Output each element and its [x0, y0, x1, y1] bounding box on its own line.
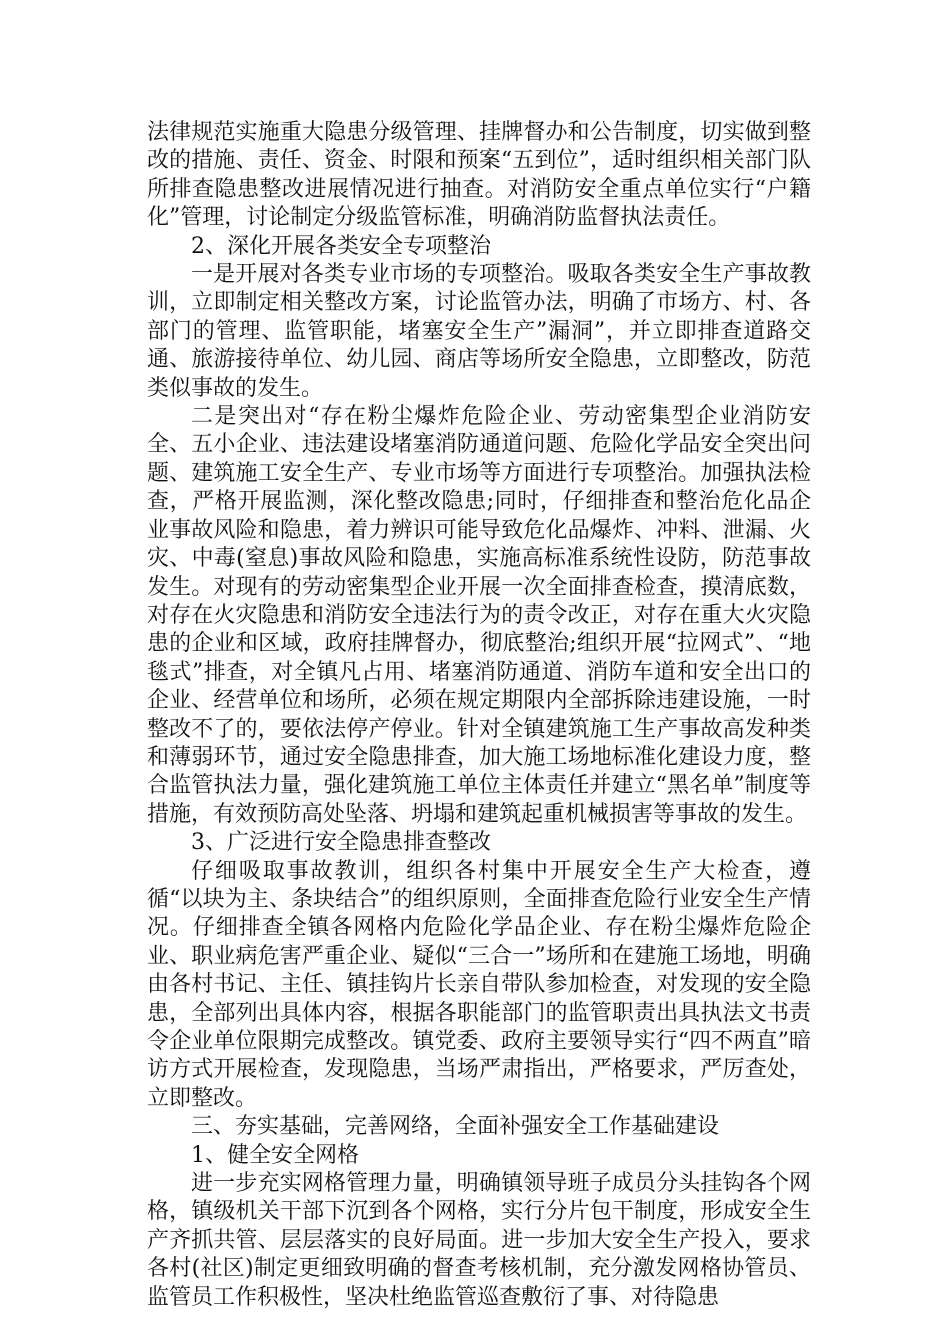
- chapter-heading-3: 三、夯实基础，完善网络，全面补强安全工作基础建设: [191, 1114, 720, 1140]
- paragraph-focus-rectification: 二是突出对“存在粉尘爆炸危险企业、劳动密集型企业消防安全、五小企业、违法建设堵塞消防通道问题、危险化学品安全突出问题、建筑施工安全生产、专业市场等方面进行专项整治。加强执法检查，严格开展监测，深化整改隐患;同时，仔细排查和整治危化品企业事故风险和隐患，着力辨识可能导致危化品爆炸、冲料、泄漏、火灾、中毒(窒息)事故风险和隐患，实施高标准系统性设防，防范事故发生。对现有的劳动密集型企业开展一次全面排查检查，摸清底数，对存在火灾隐患和消防安全违法行为的责令改正，对存在重大火灾隐患的企业和区域，政府挂牌督办，彻底整治;组织开展“拉网式”、“地毯式”排查，对全镇凡占用、堵塞消防通道、消防车道和安全出口的企业、经营单位和场所，必须在规定期限内全部拆除违建设施，一时整改不了的，要依法停产停业。针对全镇建筑施工生产事故高发种类和薄弱环节，通过安全隐患排查，加大施工场地标准化建设力度，整合监管执法力量，强化建筑施工单位主体责任并建立“黑名单”制度等措施，有效预防高处坠落、坍塌和建筑起重机械损害等事故的发生。: [147, 404, 811, 827]
- paragraph-hazard-inspection: 仔细吸取事故教训，组织各村集中开展安全生产大检查，遵循“以块为主、条块结合”的组织原则，全面排查危险行业安全生产情况。仔细排查全镇各网格内危险化学品企业、存在粉尘爆炸危险企业、职业病危害严重企业、疑似“三合一”场所和在建施工场地，明确由各村书记、主任、镇挂钩片长亲自带队参加检查，对发现的安全隐患，全部列出具体内容，根据各职能部门的监管职责出具执法文书责令企业单位限期完成整改。镇党委、政府主要领导实行“四不两直”暗访方式开展检查，发现隐患，当场严肃指出，严格要求，严厉查处，立即整改。: [147, 858, 811, 1111]
- paragraph-safety-grid: 进一步充实网格管理力量，明确镇领导班子成员分头挂钩各个网格，镇级机关干部下沉到各个网格，实行分片包干制度，形成安全生产齐抓共管、层层落实的良好局面。进一步加大安全生产投入，要求各村(社区)制定更细致明确的督查考核机制，充分激发网格协管员、监管员工作积极性，坚决杜绝监管巡查敷衍了事、对待隐患: [147, 1171, 811, 1310]
- section-heading-3: 3、广泛进行安全隐患排查整改: [191, 830, 491, 856]
- document-body: [147, 119, 811, 1312]
- paragraph-specialized-markets: 一是开展对各类专业市场的专项整治。吸取各类安全生产事故教训，立即制定相关整改方案，讨论监管办法，明确了市场方、村、各部门的管理、监管职能，堵塞安全生产”漏洞”，并立即排查道路交通、旅游接待单位、幼儿园、商店等场所安全隐患，立即整改，防范类似事故的发生。: [147, 262, 811, 401]
- section-heading-2: 2、深化开展各类安全专项整治: [191, 233, 491, 259]
- section-heading-1: 1、健全安全网格: [191, 1142, 359, 1168]
- paragraph-continued: 法律规范实施重大隐患分级管理、挂牌督办和公告制度，切实做到整改的措施、责任、资金、时限和预案“五到位”，适时组织相关部门队所排查隐患整改进展情况进行抽查。对消防安全重点单位实行“户籍化”管理，讨论制定分级监管标准，明确消防监督执法责任。: [147, 120, 811, 231]
